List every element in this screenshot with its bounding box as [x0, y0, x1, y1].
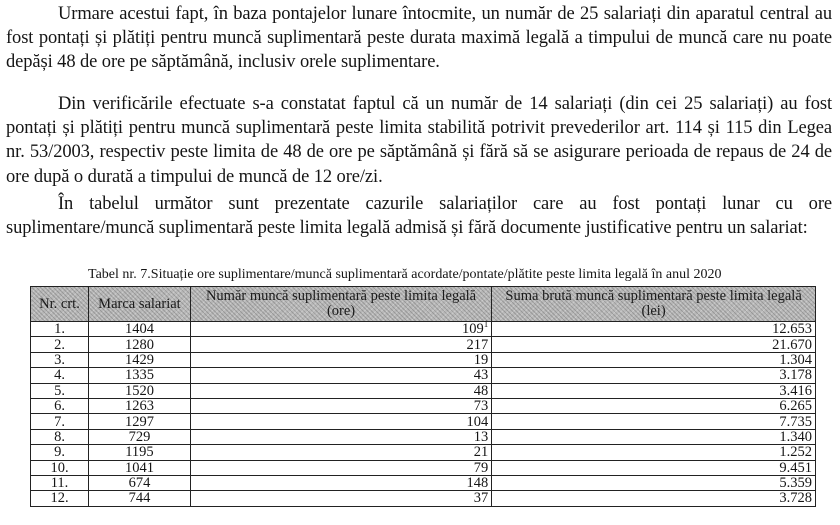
paragraph-3: În tabelul următor sunt prezentate cazurile salariaților care au fost pontați lunar cu ore suplimentare/muncă suplimentară peste limita legală admisă și fără documente justificative pentru un salariat:	[6, 194, 832, 239]
cell-suma: 1.252	[492, 445, 816, 460]
cell-nr: 1.	[31, 322, 89, 337]
cell-nr: 6.	[31, 398, 89, 413]
cell-nr: 3.	[31, 352, 89, 367]
table-row	[31, 475, 816, 490]
cell-ore: $109^1$	[190, 322, 491, 337]
cell-nr: 4.	[31, 368, 89, 383]
cell-marca: 1280	[89, 337, 191, 352]
overtime-table	[30, 286, 816, 507]
cell-marca: 1195	[89, 445, 191, 460]
cell-marca: 729	[89, 429, 191, 444]
header-nr: Nr. crt.	[31, 287, 89, 322]
cell-ore: 48	[190, 383, 491, 398]
cell-nr: 12.	[31, 491, 89, 506]
cell-marca: 1404	[89, 322, 191, 337]
cell-ore: 148	[190, 475, 491, 490]
cell-marca: 1520	[89, 383, 191, 398]
paragraph-2: Din verificările efectuate s-a constatat faptul că un număr de 14 salariați (din cei 25 salariați) au fost pontați și plătiți pentru muncă suplimentară peste limita stabilită potrivit prevederilor art. 114 și 115 din Legea nr. 53/2003, respectiv peste limita de 48 de ore pe săptămână și fără să se asigurare perioada de repaus de 24 de ore după o durată a timpului de muncă de 12 ore/zi.	[6, 94, 832, 187]
cell-nr: 2.	[31, 337, 89, 352]
header-ore: Număr muncă suplimentară peste limita legală (ore)	[190, 287, 491, 322]
cell-suma: 3.416	[492, 383, 816, 398]
cell-suma: 6.265	[492, 398, 816, 413]
cell-suma: 21.670	[492, 337, 816, 352]
cell-suma: 7.735	[492, 414, 816, 429]
table-row	[31, 383, 816, 398]
cell-nr: 8.	[31, 429, 89, 444]
header-suma: Suma brută muncă suplimentară peste limita legală (lei)	[492, 287, 816, 322]
cell-marca: 1429	[89, 352, 191, 367]
table-row	[31, 322, 816, 337]
cell-nr: 7.	[31, 414, 89, 429]
cell-ore: 37	[190, 491, 491, 506]
cell-ore: 79	[190, 460, 491, 475]
table-row	[31, 460, 816, 475]
table-row	[31, 398, 816, 413]
cell-suma: 12.653	[492, 322, 816, 337]
table-header-row	[31, 287, 816, 322]
cell-ore: 13	[190, 429, 491, 444]
cell-marca: 1335	[89, 368, 191, 383]
table-row	[31, 352, 816, 367]
table-row	[31, 491, 816, 506]
footnote-mark: 1	[483, 319, 489, 330]
cell-nr: 10.	[31, 460, 89, 475]
table-body	[31, 319, 816, 507]
cell-ore: 73	[190, 398, 491, 413]
table-row	[31, 429, 816, 444]
header-marca: Marca salariat	[89, 287, 191, 322]
table-row	[31, 337, 816, 352]
cell-ore: 217	[190, 337, 491, 352]
cell-marca: 1297	[89, 414, 191, 429]
cell-suma: 3.178	[492, 368, 816, 383]
cell-suma: 9.451	[492, 460, 816, 475]
cell-marca: 674	[89, 475, 191, 490]
cell-suma: 1.340	[492, 429, 816, 444]
cell-marca: 744	[89, 491, 191, 506]
table-caption: Tabel nr. 7.Situație ore suplimentare/muncă suplimentară acordate/pontate/plătite peste limita legală în anul 2020	[88, 267, 722, 282]
cell-suma: 1.304	[492, 352, 816, 367]
cell-suma: 5.359	[492, 475, 816, 490]
table-row	[31, 445, 816, 460]
cell-nr: 11.	[31, 475, 89, 490]
cell-nr: 5.	[31, 383, 89, 398]
cell-ore: 21	[190, 445, 491, 460]
cell-ore: 104	[190, 414, 491, 429]
cell-suma: 3.728	[492, 491, 816, 506]
paragraph-1: Urmare acestui fapt, în baza pontajelor lunare întocmite, un număr de 25 salariați din aparatul central au fost pontați și plătiți pentru muncă suplimentară peste durata maximă legală a timpului de muncă care nu poate depăși 48 de ore pe săptămână, inclusiv orele suplimentare.	[6, 4, 832, 73]
cell-marca: 1041	[89, 460, 191, 475]
cell-ore: 43	[190, 368, 491, 383]
table-row	[31, 368, 816, 383]
cell-nr: 9.	[31, 445, 89, 460]
cell-marca: 1263	[89, 398, 191, 413]
table-row	[31, 414, 816, 429]
cell-ore: 19	[190, 352, 491, 367]
